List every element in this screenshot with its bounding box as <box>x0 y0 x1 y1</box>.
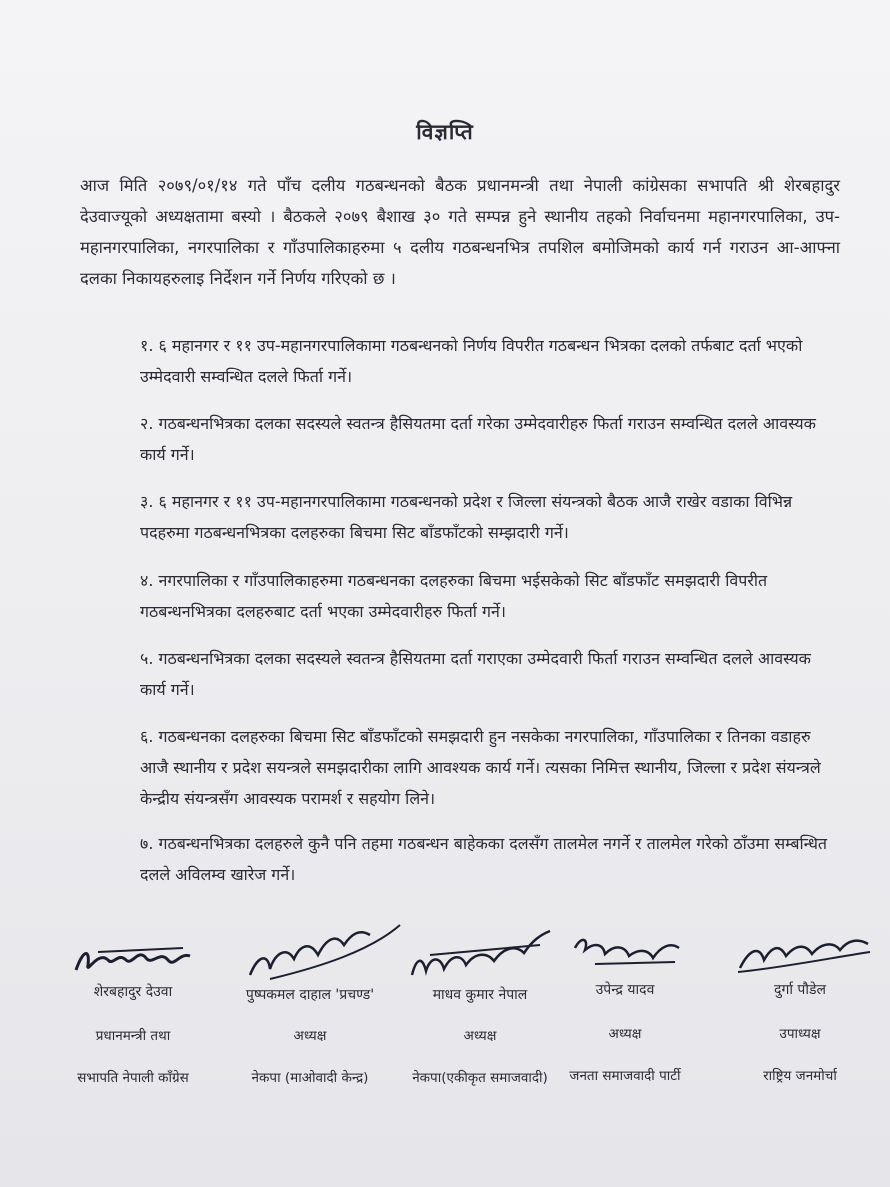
signature-madhav-nepal <box>400 915 560 983</box>
signatory-role: अध्यक्ष <box>608 1026 642 1042</box>
signatory-role: प्रधानमन्त्री तथा <box>95 1028 171 1044</box>
decision-point-7: ७. गठबन्धनभित्रका दलहरुले कुनै पनि तहमा गठबन्धन बाहेकका दलसँग तालमेल नगर्ने र तालमेल गरेको ठाँउमा सम्बन्धित दलले अविलम्व खारेज गर्ने। <box>140 834 828 884</box>
decision-point-4: ४. नगरपालिका र गाँउपालिकाहरुमा गठबन्धनका दलहरुका बिचमा भईसकेको सिट बाँडफाँट समझदारी विपरीत गठबन्धनभित्रका दलहरुबाट दर्ता भएका उम्मेदवारीहरु फिर्ता गर्ने। <box>140 571 768 621</box>
signatory-madhav-nepal <box>400 915 560 1086</box>
signatory-org: राष्ट्रिय जनमोर्चा <box>763 1068 837 1084</box>
signatory-org: सभापति नेपाली काँग्रेस <box>77 1070 189 1086</box>
decision-point-3: ३. ६ महानगर र ११ उप-महानगरपालिकामा गठबन्धनको प्रदेश र जिल्ला संयन्त्रको बैठक आजै राखेर वडाका विभिन्न पदहरुमा गठबन्धनभित्रका दलहरुका बिचमा सिट बाँडफाँटको सम्झदारी गर्ने। <box>140 492 793 542</box>
decision-point-6: ६. गठबन्धनका दलहरुका बिचमा सिट बाँडफाँटको समझदारी हुन नसकेका नगरपालिका, गाँउपालिका र तिनका वडाहरु आजै स्थानीय र प्रदेश सयन्त्रले समझदारीका लागि आवश्यक कार्य गर्ने। त्यसका निमित्त स्थानीय, जिल्ला र प्रदेश संयन्त्रले केन्द्रीय संयन्त्रसँग आवस्यक परामर्श र सहयोग लिने। <box>140 727 821 808</box>
signatory-name: शेरबहादुर देउवा <box>93 984 173 1000</box>
signatory-name: दुर्गा पौडेल <box>774 982 826 998</box>
signature-durga-paudel <box>720 928 880 978</box>
signatory-role: अध्यक्ष <box>463 1028 497 1044</box>
signature-upendra-yadav <box>555 928 695 978</box>
signatory-upendra-yadav <box>555 928 695 1084</box>
signature-deuba <box>68 930 198 980</box>
signatory-org: नेकपा (माओवादी केन्द्र) <box>251 1070 369 1086</box>
notice-intro: आज मिति २०७९/०१/१४ गते पाँच दलीय गठबन्धनको बैठक प्रधानमन्त्री तथा नेपाली कांग्रेसका सभापति श्री शेरबहादुर देउवाज्यूको अध्यक्षतामा बस्यो । बैठकले २०७९ बैशाख ३० गते सम्पन्न हुने स्थानीय तहको निर्वाचनमा महानगरपालिका, उप-महानगरपालिका, नगरपालिका र गाँउपालिकाहरुमा ५ दलीय गठबन्धनभित्र तपशिल बमोजिमको कार्य गर्न गराउन आ-आफ्ना दलका निकायहरुलाइ निर्देशन गर्ने निर्णय गरिएको छ । <box>80 176 840 288</box>
signatory-org: नेकपा(एकीकृत समाजवादी) <box>412 1070 548 1086</box>
signatory-prachanda <box>210 915 410 1086</box>
signatory-name: उपेन्द्र यादव <box>595 982 655 998</box>
signature-prachanda <box>210 915 410 983</box>
signatory-name: माधव कुमार नेपाल <box>432 987 528 1003</box>
signatory-deuba <box>68 930 198 1086</box>
signatory-org: जनता समाजवादी पार्टी <box>569 1068 681 1084</box>
signatory-role: अध्यक्ष <box>293 1028 327 1044</box>
signatory-durga-paudel <box>720 928 880 1084</box>
decision-point-2: २. गठबन्धनभित्रका दलका सदस्यले स्वतन्त्र हैसियतमा दर्ता गरेका उम्मेदवारीहरु फिर्ता गराउन सम्वन्धित दलले आवस्यक कार्य गर्ने। <box>140 414 816 464</box>
decision-point-1: १. ६ महानगर र ११ उप-महानगरपालिकामा गठबन्धनको निर्णय विपरीत गठबन्धन भित्रका दलको तर्फबाट दर्ता भएको उम्मेदवारी सम्वन्धित दलले फिर्ता गर्ने। <box>140 336 803 386</box>
decision-point-5: ५. गठबन्धनभित्रका दलका सदस्यले स्वतन्त्र हैसियतमा दर्ता गराएका उम्मेदवारी फिर्ता गराउन सम्वन्धित दलले आवस्यक कार्य गर्ने। <box>140 649 811 699</box>
notice-title: विज्ञप्ति <box>416 120 474 144</box>
signatory-name: पुष्पकमल दाहाल 'प्रचण्ड' <box>245 987 375 1003</box>
signatory-role: उपाध्यक्ष <box>779 1026 821 1042</box>
